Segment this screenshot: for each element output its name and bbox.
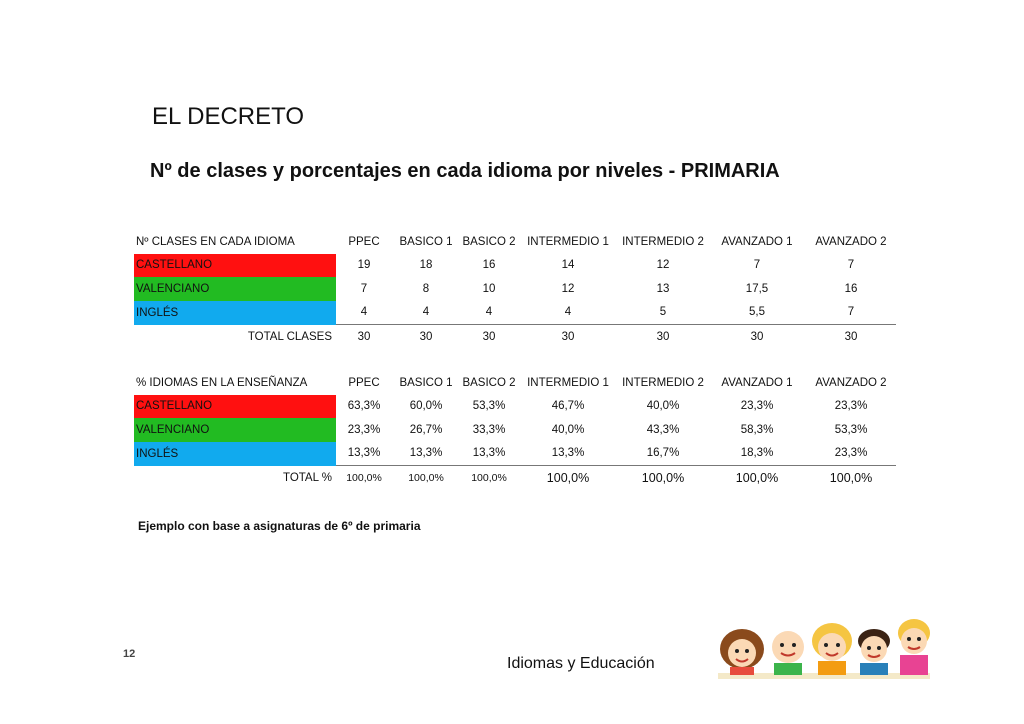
table-row [134,277,896,301]
col-header: AVANZADO 2 [815,235,887,248]
col-header: AVANZADO 1 [721,235,793,248]
table-row [134,254,896,278]
total-cell: 100,0% [346,471,382,484]
table-cell: 40,0% [551,423,585,436]
table-cell: 7 [847,259,855,272]
table-cell: 23,3% [347,423,381,436]
classes-table [134,230,896,349]
child-1-figure [720,629,764,675]
table-cell: 7 [360,282,368,295]
total-cell: 100,0% [641,470,685,485]
footer-text: Idiomas y Educación [507,655,655,672]
col-header: AVANZADO 2 [815,376,887,389]
children-illustration [718,617,930,679]
total-cell: 30 [844,330,858,343]
table-header-row [134,371,896,395]
table-cell: 14 [561,259,575,272]
table-cell: 7 [753,259,761,272]
child-2-figure [772,631,804,675]
col-header: INTERMEDIO 1 [527,376,609,389]
col-header: BASICO 1 [399,376,453,389]
row-label-ingles: INGLÉS [134,442,336,466]
table-cell: 10 [482,282,496,295]
table-row [134,395,896,419]
total-label: TOTAL CLASES [247,330,332,343]
row-label-castellano: CASTELLANO [134,395,336,419]
table-header-label: % IDIOMAS EN LA ENSEÑANZA [136,376,308,389]
slide-subtitle: Nº de clases y porcentajes en cada idioma por niveles - PRIMARIA [150,160,780,182]
table-cell: 23,3% [740,400,774,413]
table-cell: 7 [806,301,896,325]
total-cell: 100,0% [471,471,507,484]
slide-title: EL DECRETO [152,103,305,130]
table-cell: 43,3% [646,423,680,436]
table-cell: 63,3% [347,400,381,413]
table-cell: 53,3% [472,400,506,413]
table-cell: 16 [844,282,858,295]
table-header-row [134,230,896,254]
table-cell: 5,5 [708,301,806,325]
row-label-valenciano: VALENCIANO [134,418,336,442]
total-cell: 100,0% [408,471,444,484]
table-cell: 13,3% [518,442,618,466]
table-cell: 26,7% [409,423,443,436]
total-cell: 30 [357,330,371,343]
total-cell: 100,0% [735,470,779,485]
total-cell: 30 [419,330,433,343]
child-5-figure [898,619,930,675]
total-cell: 30 [561,330,575,343]
page-number: 12 [123,648,136,660]
col-header: BASICO 2 [462,376,516,389]
table-cell: 18,3% [708,442,806,466]
table-cell: 8 [422,282,430,295]
table-cell: 13,3% [336,442,392,466]
row-label-ingles: INGLÉS [134,301,336,325]
total-cell: 30 [482,330,496,343]
table-row [134,301,896,325]
total-cell: 100,0% [829,470,873,485]
table-cell: 4 [518,301,618,325]
table-row [134,442,896,466]
table-cell: 17,5 [745,282,769,295]
table-header-label: Nº CLASES EN CADA IDIOMA [136,235,295,248]
table-cell: 53,3% [834,423,868,436]
total-cell: 30 [656,330,670,343]
col-header: AVANZADO 1 [721,376,793,389]
table-cell: 4 [336,301,392,325]
table-cell: 12 [656,259,670,272]
col-header: PPEC [348,376,380,389]
col-header: INTERMEDIO 2 [622,235,704,248]
col-header: INTERMEDIO 2 [622,376,704,389]
table-cell: 60,0% [409,400,443,413]
table-cell: 16 [482,259,496,272]
table-cell: 40,0% [646,400,680,413]
table-cell: 33,3% [472,423,506,436]
row-label-castellano: CASTELLANO [134,254,336,278]
total-label: TOTAL % [283,471,332,484]
table-row [134,418,896,442]
table-cell: 13,3% [460,442,518,466]
col-header: PPEC [348,235,380,248]
total-cell: 100,0% [546,470,590,485]
table-cell: 4 [392,301,460,325]
total-row [134,325,896,349]
table-cell: 16,7% [618,442,708,466]
example-note: Ejemplo con base a asignaturas de 6º de primaria [138,519,421,533]
table-cell: 19 [357,259,371,272]
table-cell: 4 [460,301,518,325]
child-3-figure [812,623,852,675]
percentages-table [134,371,896,490]
table-cell: 23,3% [806,442,896,466]
table-cell: 18 [419,259,433,272]
table-cell: 46,7% [551,400,585,413]
total-cell: 30 [750,330,764,343]
table-cell: 12 [561,282,575,295]
child-4-figure [858,629,890,675]
row-label-valenciano: VALENCIANO [134,277,336,301]
col-header: BASICO 2 [462,235,516,248]
table-cell: 13,3% [392,442,460,466]
total-row [134,466,896,490]
table-cell: 13 [656,282,670,295]
table-cell: 58,3% [740,423,774,436]
table-cell: 23,3% [834,400,868,413]
col-header: BASICO 1 [399,235,453,248]
table-cell: 5 [618,301,708,325]
col-header: INTERMEDIO 1 [527,235,609,248]
